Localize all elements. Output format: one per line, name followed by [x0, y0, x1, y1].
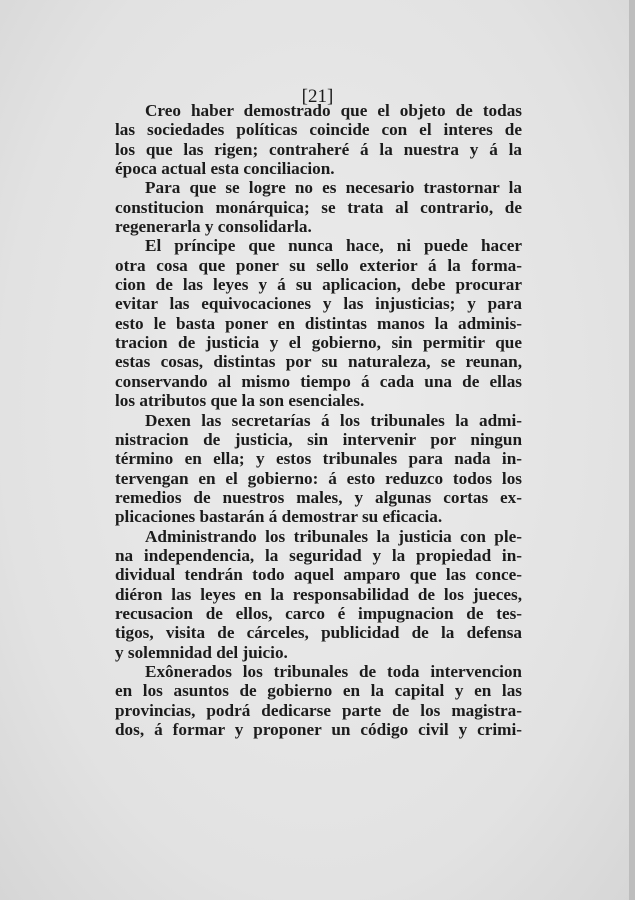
- text-line: las sociedades políticas coincide con el interes de: [115, 120, 522, 140]
- text-line: conservando al mismo tiempo á cada una de ellas: [115, 371, 522, 391]
- text-line: remedios de nuestros males, y algunas cortas ex-: [115, 487, 522, 507]
- page-number: [21]: [301, 86, 334, 107]
- text-line: recusacion de ellos, carco é impugnacion de tes-: [115, 603, 522, 623]
- text-line: regenerarla y consolidarla.: [115, 217, 312, 237]
- text-line: na independencia, la seguridad y la propiedad in-: [115, 545, 522, 565]
- text-line: El príncipe que nunca hace, ni puede hacer: [145, 236, 522, 256]
- text-line: y solemnidad del juicio.: [115, 642, 288, 662]
- text-line: Para que se logre no es necesario trastornar la: [145, 178, 522, 198]
- page-edge-shadow: [629, 0, 635, 900]
- text-line: cion de las leyes y á su aplicacion, debe procurar: [115, 275, 522, 295]
- text-line: provincias, podrá dedicarse parte de los magistra-: [115, 700, 522, 720]
- text-line: constitucion monárquica; se trata al contrario, de: [115, 197, 522, 217]
- text-line: Exônerados los tribunales de toda intervencion: [145, 661, 522, 681]
- text-line: esto le basta poner en distintas manos la adminis-: [115, 313, 522, 333]
- text-line: tracion de justicia y el gobierno, sin permitir que: [115, 333, 522, 353]
- text-line: plicaciones bastarán á demostrar su eficacia.: [115, 507, 443, 527]
- text-line: nistracion de justicia, sin intervenir por ningun: [115, 429, 522, 449]
- text-line: otra cosa que poner su sello exterior á la forma-: [115, 255, 522, 275]
- text-line: evitar las equivocaciones y las injusticias; y para: [115, 294, 522, 314]
- text-line: los que las rigen; contraheré á la nuestra y á la: [115, 139, 522, 159]
- text-line: Administrando los tribunales la justicia con ple-: [145, 526, 522, 546]
- body-text: [115, 101, 522, 739]
- text-line: los atributos que la son esenciales.: [115, 391, 365, 411]
- text-line: en los asuntos de gobierno en la capital y en las: [115, 681, 522, 701]
- text-line: Creo haber demostrado que el objeto de todas: [145, 101, 522, 120]
- text-line: dos, á formar y proponer un código civil y crimi-: [115, 720, 522, 739]
- text-line: tigos, visita de cárceles, publicidad de la defensa: [115, 623, 522, 643]
- text-line: Dexen las secretarías á los tribunales la admi-: [145, 410, 522, 430]
- text-line: tervengan en el gobierno: á esto reduzco todos los: [115, 468, 522, 488]
- text-line: diéron las leyes en la responsabilidad de los jueces,: [115, 584, 522, 604]
- text-line: época actual esta conciliacion.: [115, 159, 335, 179]
- text-line: término en ella; y estos tribunales para nada in-: [115, 449, 522, 469]
- text-line: estas cosas, distintas por su naturaleza, se reunan,: [115, 352, 522, 372]
- text-line: dividual tendrán todo aquel amparo que las conce-: [115, 565, 522, 585]
